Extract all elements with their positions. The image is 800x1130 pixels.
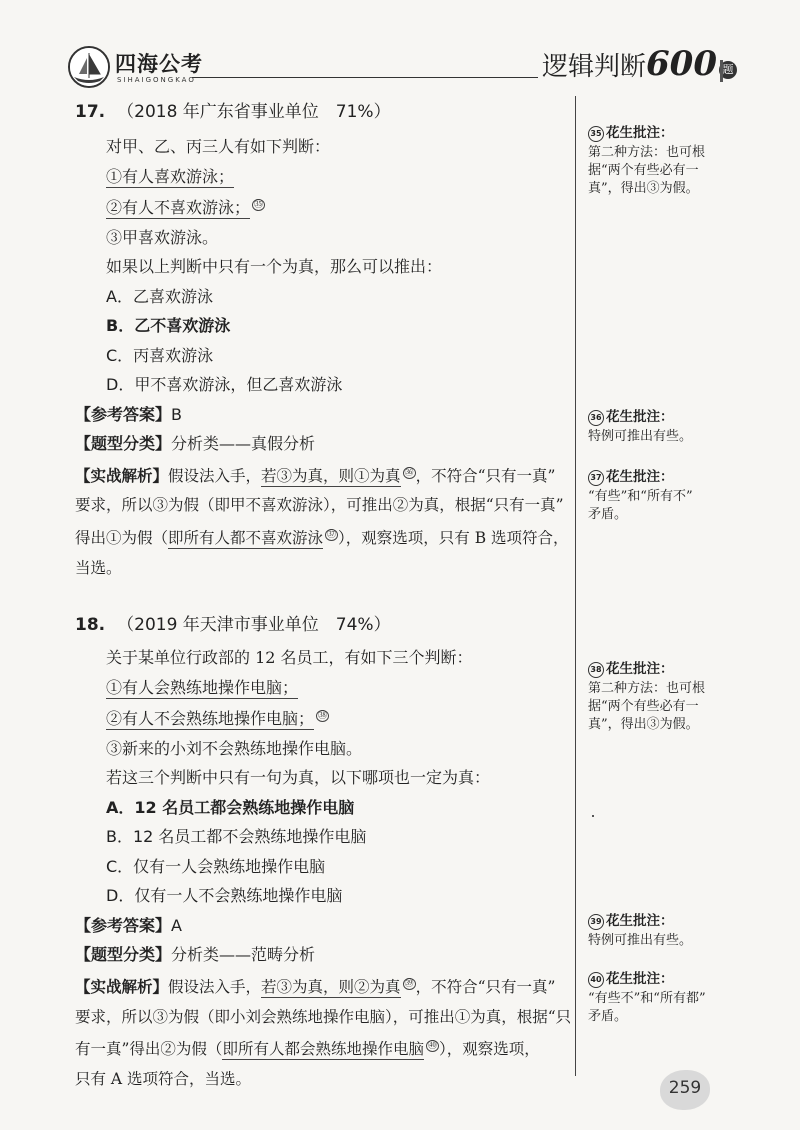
statement-1-text: ①有人喜欢游泳；	[106, 166, 235, 186]
margin-note-35	[588, 122, 738, 198]
brand-subtitle: SIHAIGONGKAO	[117, 76, 196, 84]
note-line: 第二种方法：也可根	[588, 145, 706, 160]
annotation-marker: ㊵	[427, 1041, 437, 1052]
margin-divider	[575, 96, 576, 1076]
type-value: 分析类——真假分析	[171, 434, 316, 454]
margin-note-37	[588, 466, 738, 524]
analysis-line-1	[75, 970, 570, 1003]
question-stem: 关于某单位行政部的 12 名员工，有如下三个判断：	[106, 648, 473, 668]
margin-note-36	[588, 406, 738, 446]
option-a: A．乙喜欢游泳	[106, 286, 213, 306]
annotation-marker: ㊱	[404, 467, 414, 478]
margin-note-40	[588, 968, 738, 1026]
note-title-text: 花生批注：	[606, 971, 674, 987]
question-stem: 对甲、乙、丙三人有如下判断：	[106, 137, 331, 156]
type-row	[75, 429, 570, 459]
note-line: 矛盾。	[588, 1009, 628, 1024]
analysis-line-4: 当选。	[75, 558, 122, 577]
option-b: B．乙不喜欢游泳	[106, 316, 231, 336]
analysis-text: 有一真”得出②为假（	[75, 1040, 223, 1059]
analysis-line-1	[75, 459, 570, 492]
question-header	[75, 611, 570, 639]
note-number: 36	[588, 410, 604, 426]
note-title	[588, 910, 738, 932]
analysis-text: 假设法入手，	[168, 466, 262, 485]
annotation-marker: ㊴	[404, 978, 414, 989]
book-title-suffix: 题	[719, 61, 737, 79]
answer-row	[75, 400, 570, 430]
question-prompt: 若这三个判断中只有一句为真，以下哪项也一定为真：	[106, 768, 491, 788]
statement-2	[106, 702, 570, 734]
note-line: 第二种方法：也可根	[588, 681, 706, 696]
question-number: 18.	[75, 615, 106, 636]
note-line: 据“两个有些必有一	[588, 163, 699, 178]
question-number: 17.	[75, 102, 106, 122]
analysis-line-2: 要求，所以③为假（即小刘会熟练地操作电脑），可推出①为真，根据“只	[75, 1007, 572, 1026]
note-title-text: 花生批注：	[606, 469, 674, 485]
analysis-text: 假设法入手，	[168, 978, 262, 997]
analysis-underlined: 即所有人都会熟练地操作电脑	[222, 1040, 424, 1059]
note-line: 矛盾。	[588, 507, 628, 522]
analysis-line-3	[75, 1032, 570, 1065]
question-body	[75, 643, 570, 911]
statement-2	[106, 191, 570, 223]
question-header	[75, 98, 570, 126]
main-content	[75, 96, 570, 1094]
note-title-text: 花生批注：	[606, 661, 674, 677]
option-d: D．甲不喜欢游泳，但乙喜欢游泳	[106, 375, 343, 395]
note-line: 据“两个有些必有一	[588, 699, 699, 714]
corner-mark	[720, 60, 723, 82]
header-rule	[192, 77, 538, 78]
note-number: 35	[588, 126, 604, 142]
analysis-text: ），观察选项，只有 B 选项符合，	[338, 529, 569, 548]
option-b: B．12 名员工都不会熟练地操作电脑	[106, 827, 367, 847]
note-line: 真”，得出③为假。	[588, 717, 699, 732]
analysis-text: ，不符合“只有一真”	[415, 466, 556, 485]
note-title	[588, 406, 738, 428]
answer-label: 【参考答案】	[75, 915, 172, 935]
analysis-underlined: 若③为真，则①为真	[261, 466, 401, 485]
brand-name: 四海公考	[115, 52, 203, 76]
analysis-text: ），观察选项，	[438, 1040, 540, 1059]
note-line: 特例可推出有些。	[588, 933, 693, 948]
margin-note-39	[588, 910, 738, 950]
question-17	[75, 98, 570, 583]
note-number: 37	[588, 470, 604, 486]
note-title	[588, 658, 738, 680]
option-c: C．仅有一人会熟练地操作电脑	[106, 856, 326, 876]
book-title	[542, 44, 737, 84]
statement-1-text: ①有人会熟练地操作电脑；	[106, 677, 299, 697]
analysis	[75, 459, 570, 583]
analysis-underlined: 若③为真，则②为真	[261, 978, 401, 997]
statement-3: ③新来的小刘不会熟练地操作电脑。	[106, 738, 363, 758]
answer-row	[75, 911, 570, 941]
annotation-marker: ㊳	[318, 711, 328, 722]
note-title-text: 花生批注：	[606, 913, 674, 929]
option-d: D．仅有一人不会熟练地操作电脑	[106, 886, 343, 906]
question-source: （2019 年天津市事业单位 74%）	[117, 615, 391, 636]
option-c: C．丙喜欢游泳	[106, 345, 214, 365]
question-18	[75, 611, 570, 1094]
option-a: A．12 名员工都会熟练地操作电脑	[106, 797, 355, 817]
answer-value: B	[171, 404, 182, 424]
type-row	[75, 940, 570, 970]
brand-logo	[68, 46, 110, 88]
note-title-text: 花生批注：	[606, 125, 674, 141]
note-number: 38	[588, 662, 604, 678]
type-value: 分析类——范畴分析	[171, 945, 316, 965]
annotation-marker: ㉟	[254, 200, 264, 210]
analysis-line-3	[75, 521, 570, 554]
book-title-text: 逻辑判断	[542, 52, 647, 82]
note-line: 特例可推出有些。	[588, 429, 693, 444]
note-line: “有些”和“所有不”	[588, 489, 693, 504]
note-line: 真”，得出③为假。	[588, 181, 699, 196]
question-source: （2018 年广东省事业单位 71%）	[117, 102, 391, 122]
answer-value: A	[171, 915, 182, 935]
statement-3: ③甲喜欢游泳。	[106, 227, 219, 247]
note-title	[588, 968, 738, 990]
type-label: 【题型分类】	[75, 434, 172, 454]
stray-mark	[592, 815, 594, 817]
answer-label: 【参考答案】	[75, 404, 172, 424]
question-body	[75, 132, 570, 400]
analysis-label: 【实战解析】	[75, 466, 169, 485]
page-header	[0, 0, 800, 96]
question-prompt: 如果以上判断中只有一个为真，那么可以推出：	[106, 257, 443, 277]
statement-1	[106, 673, 570, 703]
note-number: 39	[588, 914, 604, 930]
book-title-number: 600	[646, 44, 717, 84]
type-label: 【题型分类】	[75, 945, 172, 965]
margin-note-38	[588, 658, 738, 734]
analysis-label: 【实战解析】	[75, 978, 169, 997]
note-line: “有些不”和“所有都”	[588, 991, 706, 1006]
statement-2-text: ②有人不会熟练地操作电脑；	[106, 709, 315, 729]
annotation-marker: ㊲	[327, 529, 337, 540]
statement-2-text: ②有人不喜欢游泳；	[106, 198, 251, 218]
note-title-text: 花生批注：	[606, 409, 674, 425]
note-title	[588, 466, 738, 488]
analysis-line-2: 要求，所以③为假（即甲不喜欢游泳），可推出②为真，根据“只有一真”	[75, 496, 564, 515]
analysis-text: ，不符合“只有一真”	[415, 978, 556, 997]
analysis-line-4: 只有 A 选项符合，当选。	[75, 1069, 252, 1088]
analysis-text: 得出①为假（	[75, 529, 169, 548]
analysis-underlined: 即所有人都不喜欢游泳	[168, 529, 324, 548]
page-number-badge	[660, 1070, 710, 1110]
statement-1	[106, 162, 570, 192]
note-title	[588, 122, 738, 144]
page-number: 259	[668, 1078, 702, 1098]
note-number: 40	[588, 972, 604, 988]
analysis	[75, 970, 570, 1094]
